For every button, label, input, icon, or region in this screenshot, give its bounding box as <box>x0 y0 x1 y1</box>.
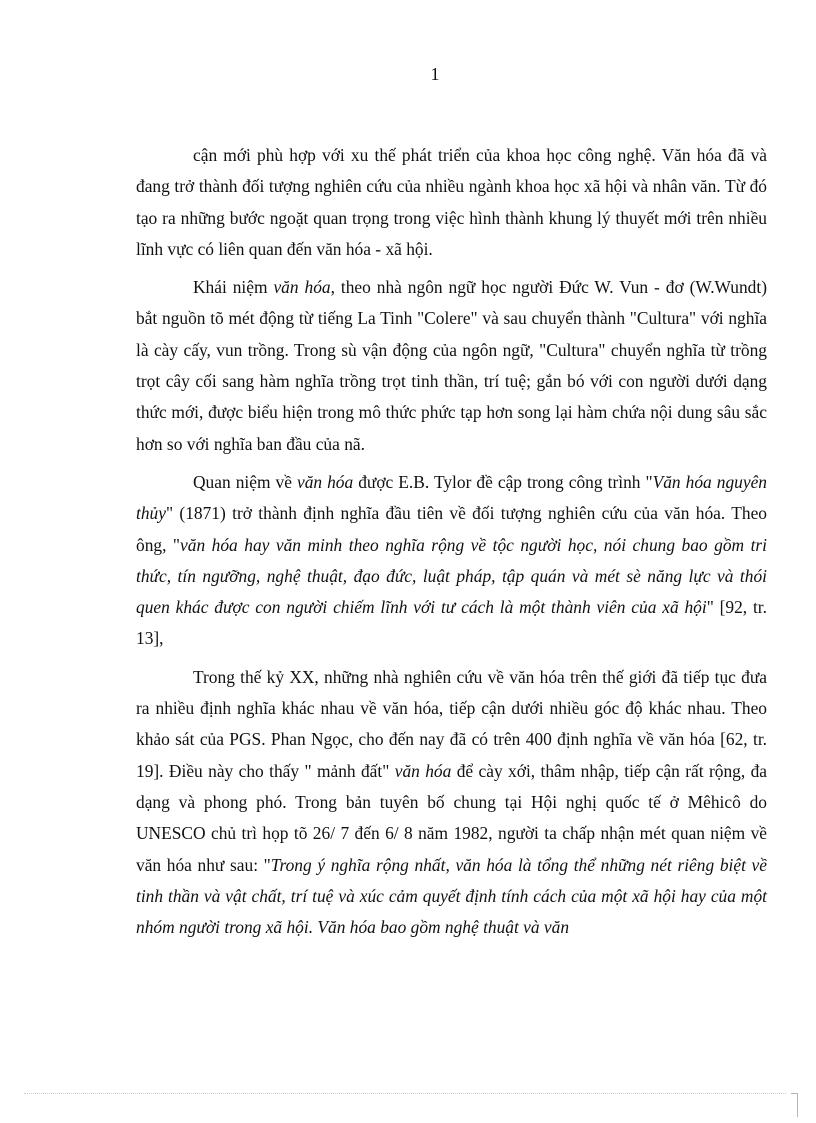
text-run: được E.B. Tylor đề cập trong công trình " <box>353 471 653 492</box>
paragraph <box>136 662 767 944</box>
text-run: Khái niệm <box>193 277 274 298</box>
text-run: " [92, tr. 13], <box>136 597 767 649</box>
paragraph <box>136 467 767 655</box>
paragraph <box>136 272 767 460</box>
text-run: Quan niệm về <box>193 471 297 492</box>
document-body <box>136 140 767 950</box>
italic-text-run: văn hóa <box>296 471 354 492</box>
italic-text-run: văn hóa hay văn minh theo nghĩa rộng về tộc người học, nói chung bao gồm tri thức, tín ngưỡng, nghệ thuật, đạo đức, luật pháp, tập quán và mét sè năng lực và thói quen khác được con người chiếm lĩnh với tư cách là một thành viên của xã hội <box>136 534 768 618</box>
page-bottom-rule <box>24 1093 786 1094</box>
italic-text-run: văn hóa <box>394 760 452 781</box>
italic-text-run: văn hóa <box>273 277 331 298</box>
text-run: cận mới phù hợp với xu thế phát triển của khoa học công nghệ. Văn hóa đã và đang trở thành đối tượng nghiên cứu của nhiều ngành khoa học xã hội và nhân văn. Từ đó tạo ra những bước ngoặt quan trọng trong việc hình thành khung lý thuyết mới trên nhiều lĩnh vực có liên quan đến văn hóa - xã hội. <box>136 145 767 259</box>
text-run: Trong thế kỷ XX, những nhà nghiên cứu về văn hóa trên thế giới đã tiếp tục đưa ra nhiều định nghĩa khác nhau về văn hóa, tiếp cận dưới nhiều góc độ khác nhau. Theo khảo sát của PGS. Phan Ngọc, cho đến nay đã có trên 400 định nghĩa về văn hóa [62, tr. 19]. Điều này cho thấy " mảnh đất" <box>136 666 767 781</box>
text-run: , theo nhà ngôn ngữ học người Đức W. Vun - đơ (W.Wundt) bắt nguồn tõ mét động từ tiếng La Tinh "Colere" và sau chuyển thành "Cultura" với nghĩa là cày cấy, vun trồng. Trong sù vận động của ngôn ngữ, "Cultura" chuyển nghĩa từ trồng trọt cây cối sang hàm nghĩa trồng trọt tinh thần, trí tuệ; gắn bó với con người dưới dạng thức mới, được biểu hiện trong mô thức phức tạp hơn song lại hàm chứa nội dung sâu sắc hơn so với nghĩa ban đầu của nã. <box>136 277 767 454</box>
italic-text-run: Trong ý nghĩa rộng nhất, văn hóa là tổng thể những nét riêng biệt về tinh thần và vật chất, trí tuệ và xúc cảm quyết định tính cách của một xã hội hay của một nhóm người trong xã hội. Văn hóa bao gồm nghệ thuật và văn <box>136 854 767 938</box>
page-corner-mark-horizontal <box>791 1093 798 1094</box>
italic-text-run: Văn hóa nguyên thủy <box>136 471 768 524</box>
page-number: 1 <box>430 64 440 84</box>
text-run: để cày xới, thâm nhập, tiếp cận rất rộng, đa dạng và phong phó. Trong bản tuyên bố chung tại Hội nghị quốc tế ở Mêhicô do UNESCO chủ trì họp tõ 26/ 7 đến 6/ 8 năm 1982, người ta chấp nhận mét quan niệm về văn hóa như sau: " <box>136 760 767 875</box>
paragraph <box>136 140 767 265</box>
page-corner-mark <box>797 1093 798 1117</box>
text-run: " (1871) trở thành định nghĩa đầu tiên về đối tượng nghiên cứu của văn hóa. Theo ông, " <box>136 503 767 555</box>
